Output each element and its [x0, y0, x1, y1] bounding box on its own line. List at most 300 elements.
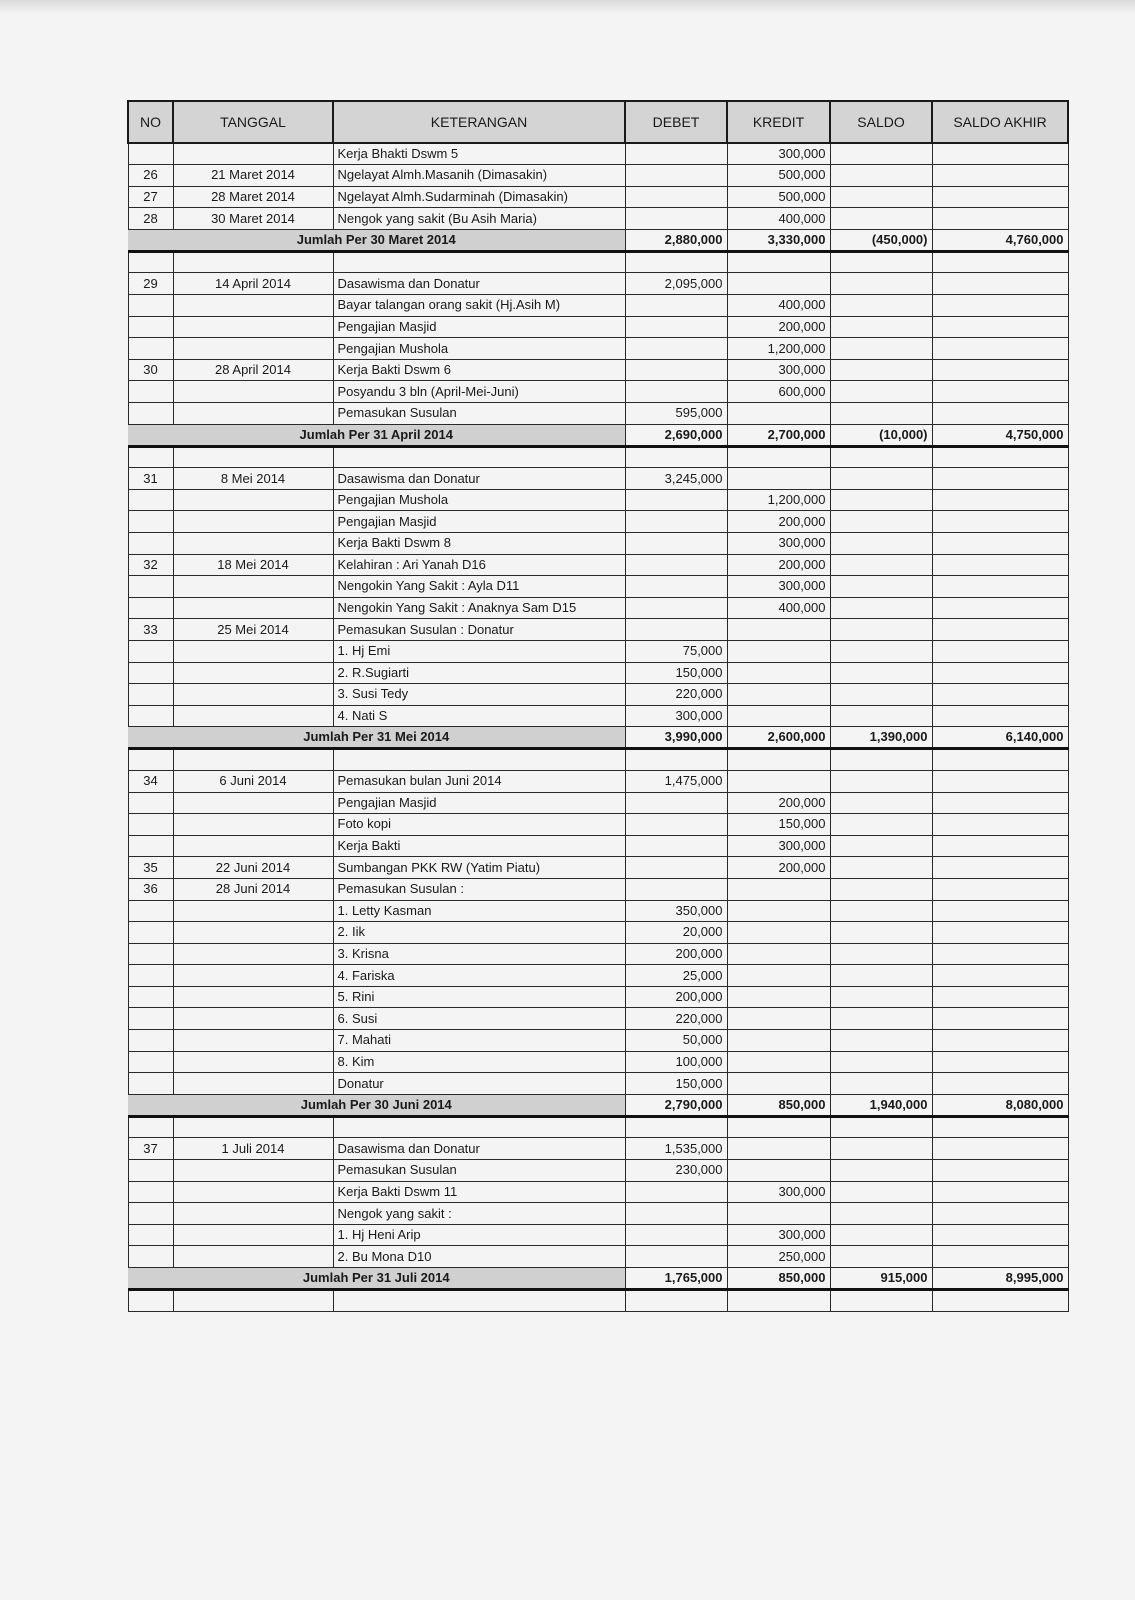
total-label: Jumlah Per 30 Maret 2014	[128, 229, 625, 251]
cell-kredit: 200,000	[727, 316, 830, 338]
cell-debet	[625, 511, 727, 533]
cell-saldo-akhir	[932, 922, 1068, 944]
cell-keterangan: Kelahiran : Ari Yanah D16	[333, 554, 625, 576]
cell-saldo	[830, 208, 932, 230]
cell-keterangan: Kerja Bakti Dswm 11	[333, 1181, 625, 1203]
blank-cell	[932, 446, 1068, 468]
cell-saldo-akhir	[932, 273, 1068, 295]
table-row	[128, 316, 1068, 338]
cell-keterangan: Bayar talangan orang sakit (Hj.Asih M)	[333, 295, 625, 317]
cell-tanggal	[173, 986, 333, 1008]
cell-no	[128, 943, 173, 965]
cell-tanggal	[173, 900, 333, 922]
cell-debet	[625, 554, 727, 576]
cell-kredit: 200,000	[727, 792, 830, 814]
cell-saldo-akhir	[932, 316, 1068, 338]
cell-no	[128, 662, 173, 684]
cell-kredit: 300,000	[727, 533, 830, 555]
cell-no	[128, 597, 173, 619]
cell-debet	[625, 533, 727, 555]
cell-saldo-akhir	[932, 359, 1068, 381]
cell-tanggal: 28 Maret 2014	[173, 186, 333, 208]
cell-tanggal: 1 Juli 2014	[173, 1138, 333, 1160]
cell-saldo-akhir	[932, 1008, 1068, 1030]
table-row	[128, 186, 1068, 208]
table-row	[128, 900, 1068, 922]
cell-kredit: 250,000	[727, 1246, 830, 1268]
cell-saldo	[830, 986, 932, 1008]
cell-debet: 3,245,000	[625, 468, 727, 490]
cell-tanggal: 25 Mei 2014	[173, 619, 333, 641]
cell-saldo	[830, 273, 932, 295]
cell-saldo	[830, 943, 932, 965]
cell-tanggal	[173, 295, 333, 317]
cell-no	[128, 316, 173, 338]
cell-saldo-akhir	[932, 143, 1068, 165]
cell-no	[128, 1203, 173, 1225]
blank-cell	[128, 1116, 173, 1138]
cell-keterangan: Ngelayat Almh.Masanih (Dimasakin)	[333, 165, 625, 187]
cell-tanggal	[173, 792, 333, 814]
cell-debet: 20,000	[625, 922, 727, 944]
total-row	[128, 727, 1068, 749]
total-kredit: 850,000	[727, 1094, 830, 1116]
header-tanggal: TANGGAL	[173, 101, 333, 143]
cell-kredit	[727, 1138, 830, 1160]
cell-keterangan: Pengajian Mushola	[333, 338, 625, 360]
cell-no	[128, 381, 173, 403]
table-row	[128, 273, 1068, 295]
cell-tanggal	[173, 597, 333, 619]
cell-kredit: 1,200,000	[727, 489, 830, 511]
cell-debet: 595,000	[625, 403, 727, 425]
total-label: Jumlah Per 31 April 2014	[128, 424, 625, 446]
cell-keterangan: Donatur	[333, 1073, 625, 1095]
cell-kredit: 300,000	[727, 359, 830, 381]
cell-tanggal: 14 April 2014	[173, 273, 333, 295]
cell-saldo-akhir	[932, 662, 1068, 684]
cell-saldo-akhir	[932, 1224, 1068, 1246]
cell-tanggal	[173, 576, 333, 598]
cell-tanggal	[173, 1181, 333, 1203]
total-kredit: 2,700,000	[727, 424, 830, 446]
cell-saldo	[830, 186, 932, 208]
cell-kredit: 150,000	[727, 814, 830, 836]
cell-no	[128, 1073, 173, 1095]
total-saldo-akhir: 4,760,000	[932, 229, 1068, 251]
cell-kredit	[727, 684, 830, 706]
blank-cell	[727, 251, 830, 273]
total-label: Jumlah Per 30 Juni 2014	[128, 1094, 625, 1116]
blank-row	[128, 251, 1068, 273]
cell-tanggal	[173, 835, 333, 857]
blank-row	[128, 1290, 1068, 1312]
table-row	[128, 1138, 1068, 1160]
cell-saldo-akhir	[932, 792, 1068, 814]
cell-tanggal	[173, 1160, 333, 1182]
table-row	[128, 986, 1068, 1008]
cell-kredit: 400,000	[727, 597, 830, 619]
blank-cell	[932, 749, 1068, 771]
table-row	[128, 1224, 1068, 1246]
cell-no: 33	[128, 619, 173, 641]
cell-debet: 200,000	[625, 986, 727, 1008]
blank-cell	[333, 749, 625, 771]
cell-tanggal	[173, 922, 333, 944]
ledger-header	[128, 101, 1068, 143]
cell-no	[128, 640, 173, 662]
table-row	[128, 576, 1068, 598]
cell-no: 27	[128, 186, 173, 208]
total-kredit: 850,000	[727, 1268, 830, 1290]
cell-no: 29	[128, 273, 173, 295]
cell-saldo-akhir	[932, 705, 1068, 727]
ledger-table	[127, 100, 1069, 1312]
table-row	[128, 1030, 1068, 1052]
cell-no	[128, 143, 173, 165]
cell-no	[128, 403, 173, 425]
blank-cell	[173, 251, 333, 273]
cell-keterangan: Sumbangan PKK RW (Yatim Piatu)	[333, 857, 625, 879]
total-label: Jumlah Per 31 Mei 2014	[128, 727, 625, 749]
cell-saldo	[830, 857, 932, 879]
blank-cell	[830, 446, 932, 468]
table-row	[128, 835, 1068, 857]
table-row	[128, 511, 1068, 533]
cell-kredit	[727, 965, 830, 987]
cell-kredit	[727, 1203, 830, 1225]
cell-no	[128, 533, 173, 555]
cell-saldo	[830, 359, 932, 381]
table-row	[128, 705, 1068, 727]
total-row	[128, 229, 1068, 251]
cell-kredit: 1,200,000	[727, 338, 830, 360]
table-row	[128, 814, 1068, 836]
cell-tanggal: 30 Maret 2014	[173, 208, 333, 230]
total-saldo: 1,940,000	[830, 1094, 932, 1116]
cell-debet	[625, 576, 727, 598]
table-row	[128, 295, 1068, 317]
cell-debet	[625, 316, 727, 338]
cell-no	[128, 900, 173, 922]
cell-debet	[625, 597, 727, 619]
cell-no	[128, 338, 173, 360]
cell-tanggal	[173, 640, 333, 662]
cell-keterangan: 1. Hj Emi	[333, 640, 625, 662]
blank-row	[128, 446, 1068, 468]
cell-no	[128, 814, 173, 836]
blank-cell	[932, 1290, 1068, 1312]
cell-tanggal: 6 Juni 2014	[173, 770, 333, 792]
cell-debet: 1,535,000	[625, 1138, 727, 1160]
cell-debet	[625, 835, 727, 857]
cell-keterangan: 5. Rini	[333, 986, 625, 1008]
cell-no: 32	[128, 554, 173, 576]
cell-tanggal	[173, 533, 333, 555]
cell-kredit: 600,000	[727, 381, 830, 403]
blank-cell	[727, 1290, 830, 1312]
cell-no	[128, 965, 173, 987]
cell-debet: 200,000	[625, 943, 727, 965]
cell-debet	[625, 165, 727, 187]
cell-keterangan: Kerja Bhakti Dswm 5	[333, 143, 625, 165]
cell-saldo	[830, 381, 932, 403]
cell-tanggal	[173, 1246, 333, 1268]
cell-tanggal	[173, 511, 333, 533]
header-kredit: KREDIT	[727, 101, 830, 143]
cell-keterangan: Dasawisma dan Donatur	[333, 1138, 625, 1160]
cell-saldo	[830, 1030, 932, 1052]
blank-cell	[333, 1116, 625, 1138]
cell-no: 36	[128, 878, 173, 900]
cell-saldo-akhir	[932, 1181, 1068, 1203]
table-row	[128, 684, 1068, 706]
total-row	[128, 424, 1068, 446]
cell-saldo	[830, 965, 932, 987]
cell-tanggal	[173, 943, 333, 965]
cell-no: 26	[128, 165, 173, 187]
cell-saldo-akhir	[932, 489, 1068, 511]
cell-no	[128, 1246, 173, 1268]
cell-saldo	[830, 619, 932, 641]
cell-keterangan: Nengok yang sakit :	[333, 1203, 625, 1225]
cell-no: 34	[128, 770, 173, 792]
cell-kredit: 200,000	[727, 511, 830, 533]
blank-cell	[830, 1116, 932, 1138]
cell-saldo-akhir	[932, 943, 1068, 965]
cell-saldo-akhir	[932, 208, 1068, 230]
cell-saldo-akhir	[932, 165, 1068, 187]
cell-debet: 2,095,000	[625, 273, 727, 295]
cell-no	[128, 295, 173, 317]
cell-kredit: 500,000	[727, 165, 830, 187]
total-label: Jumlah Per 31 Juli 2014	[128, 1268, 625, 1290]
cell-kredit	[727, 468, 830, 490]
table-row	[128, 619, 1068, 641]
cell-no	[128, 792, 173, 814]
blank-cell	[333, 251, 625, 273]
cell-tanggal	[173, 1051, 333, 1073]
blank-cell	[173, 749, 333, 771]
cell-keterangan: Nengokin Yang Sakit : Ayla D11	[333, 576, 625, 598]
cell-no	[128, 986, 173, 1008]
table-row	[128, 143, 1068, 165]
cell-saldo-akhir	[932, 403, 1068, 425]
table-row	[128, 1051, 1068, 1073]
cell-saldo	[830, 684, 932, 706]
cell-saldo-akhir	[932, 554, 1068, 576]
cell-tanggal	[173, 662, 333, 684]
cell-no	[128, 922, 173, 944]
cell-no	[128, 1008, 173, 1030]
cell-saldo	[830, 878, 932, 900]
table-row	[128, 597, 1068, 619]
cell-tanggal	[173, 1203, 333, 1225]
cell-no: 31	[128, 468, 173, 490]
cell-no	[128, 684, 173, 706]
cell-keterangan: 3. Susi Tedy	[333, 684, 625, 706]
cell-debet	[625, 338, 727, 360]
header-keterangan: KETERANGAN	[333, 101, 625, 143]
cell-saldo-akhir	[932, 619, 1068, 641]
cell-keterangan: Pemasukan Susulan :	[333, 878, 625, 900]
cell-saldo	[830, 1181, 932, 1203]
cell-keterangan: Nengok yang sakit (Bu Asih Maria)	[333, 208, 625, 230]
blank-cell	[128, 749, 173, 771]
blank-cell	[932, 1116, 1068, 1138]
cell-saldo-akhir	[932, 533, 1068, 555]
header-saldo-akhir: SALDO AKHIR	[932, 101, 1068, 143]
blank-cell	[727, 1116, 830, 1138]
cell-debet: 25,000	[625, 965, 727, 987]
table-row	[128, 338, 1068, 360]
blank-cell	[830, 749, 932, 771]
cell-saldo-akhir	[932, 835, 1068, 857]
cell-no	[128, 1181, 173, 1203]
blank-cell	[173, 446, 333, 468]
cell-kredit	[727, 1073, 830, 1095]
cell-no: 30	[128, 359, 173, 381]
blank-cell	[128, 251, 173, 273]
cell-keterangan: Kerja Bakti	[333, 835, 625, 857]
cell-no	[128, 1224, 173, 1246]
total-row	[128, 1268, 1068, 1290]
blank-cell	[727, 749, 830, 771]
cell-saldo	[830, 403, 932, 425]
cell-debet	[625, 878, 727, 900]
total-debet: 3,990,000	[625, 727, 727, 749]
blank-cell	[830, 251, 932, 273]
cell-saldo	[830, 662, 932, 684]
table-row	[128, 943, 1068, 965]
cell-saldo-akhir	[932, 468, 1068, 490]
cell-kredit	[727, 619, 830, 641]
cell-debet	[625, 1246, 727, 1268]
cell-debet: 1,475,000	[625, 770, 727, 792]
cell-saldo-akhir	[932, 576, 1068, 598]
blank-cell	[625, 1116, 727, 1138]
blank-cell	[128, 446, 173, 468]
cell-debet: 220,000	[625, 1008, 727, 1030]
cell-saldo	[830, 165, 932, 187]
cell-keterangan: Pemasukan Susulan : Donatur	[333, 619, 625, 641]
blank-cell	[173, 1116, 333, 1138]
cell-debet	[625, 1203, 727, 1225]
table-row	[128, 468, 1068, 490]
cell-saldo	[830, 922, 932, 944]
cell-tanggal	[173, 965, 333, 987]
cell-kredit: 300,000	[727, 1224, 830, 1246]
cell-saldo-akhir	[932, 878, 1068, 900]
cell-tanggal: 28 April 2014	[173, 359, 333, 381]
cell-debet: 220,000	[625, 684, 727, 706]
cell-keterangan: 7. Mahati	[333, 1030, 625, 1052]
cell-tanggal	[173, 489, 333, 511]
cell-tanggal: 22 Juni 2014	[173, 857, 333, 879]
cell-no	[128, 489, 173, 511]
cell-kredit: 300,000	[727, 1181, 830, 1203]
table-row	[128, 359, 1068, 381]
table-row	[128, 381, 1068, 403]
cell-no	[128, 511, 173, 533]
cell-saldo	[830, 1073, 932, 1095]
cell-saldo-akhir	[932, 640, 1068, 662]
cell-no: 35	[128, 857, 173, 879]
cell-saldo-akhir	[932, 1246, 1068, 1268]
cell-saldo-akhir	[932, 1051, 1068, 1073]
cell-debet	[625, 186, 727, 208]
cell-debet	[625, 143, 727, 165]
cell-debet	[625, 1181, 727, 1203]
total-debet: 2,690,000	[625, 424, 727, 446]
cell-debet	[625, 1224, 727, 1246]
cell-debet: 50,000	[625, 1030, 727, 1052]
cell-tanggal	[173, 143, 333, 165]
cell-saldo	[830, 338, 932, 360]
cell-no	[128, 1030, 173, 1052]
cell-saldo-akhir	[932, 1160, 1068, 1182]
cell-debet: 75,000	[625, 640, 727, 662]
cell-kredit: 300,000	[727, 143, 830, 165]
cell-saldo	[830, 1008, 932, 1030]
blank-cell	[727, 446, 830, 468]
cell-tanggal	[173, 814, 333, 836]
cell-keterangan: 2. Bu Mona D10	[333, 1246, 625, 1268]
cell-kredit	[727, 1030, 830, 1052]
cell-tanggal: 28 Juni 2014	[173, 878, 333, 900]
cell-keterangan: Kerja Bakti Dswm 6	[333, 359, 625, 381]
cell-debet	[625, 208, 727, 230]
table-row	[128, 208, 1068, 230]
cell-debet	[625, 359, 727, 381]
cell-debet: 230,000	[625, 1160, 727, 1182]
table-row	[128, 965, 1068, 987]
cell-saldo	[830, 792, 932, 814]
cell-debet	[625, 619, 727, 641]
ledger-body	[128, 143, 1068, 1311]
cell-tanggal	[173, 1224, 333, 1246]
cell-keterangan: Ngelayat Almh.Sudarminah (Dimasakin)	[333, 186, 625, 208]
cell-kredit	[727, 640, 830, 662]
cell-kredit: 400,000	[727, 295, 830, 317]
table-row	[128, 165, 1068, 187]
cell-saldo-akhir	[932, 511, 1068, 533]
cell-kredit	[727, 900, 830, 922]
table-row	[128, 554, 1068, 576]
cell-saldo-akhir	[932, 186, 1068, 208]
cell-saldo-akhir	[932, 986, 1068, 1008]
cell-saldo-akhir	[932, 1203, 1068, 1225]
blank-cell	[173, 1290, 333, 1312]
cell-tanggal: 21 Maret 2014	[173, 165, 333, 187]
cell-saldo-akhir	[932, 1073, 1068, 1095]
blank-cell	[128, 1290, 173, 1312]
cell-tanggal	[173, 338, 333, 360]
cell-saldo-akhir	[932, 857, 1068, 879]
cell-saldo	[830, 1246, 932, 1268]
cell-tanggal	[173, 316, 333, 338]
cell-debet	[625, 381, 727, 403]
blank-cell	[932, 251, 1068, 273]
cell-saldo	[830, 511, 932, 533]
cell-saldo	[830, 597, 932, 619]
cell-saldo	[830, 554, 932, 576]
cell-tanggal: 8 Mei 2014	[173, 468, 333, 490]
cell-kredit	[727, 986, 830, 1008]
blank-row	[128, 1116, 1068, 1138]
cell-saldo	[830, 770, 932, 792]
cell-debet	[625, 489, 727, 511]
